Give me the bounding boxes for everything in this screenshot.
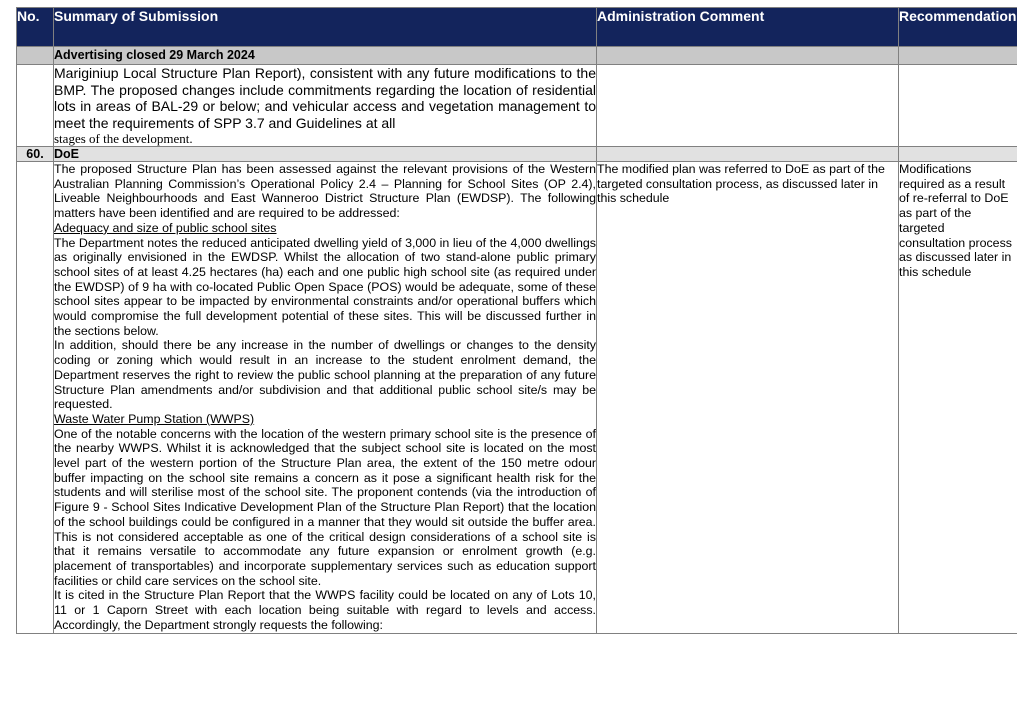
submission-subheading: Waste Water Pump Station (WWPS) [54, 411, 255, 426]
submission-row [17, 162, 1017, 634]
recommendation-line: required as a result [899, 176, 1006, 191]
submission-no-cell [17, 162, 54, 634]
header-admin-comment: Administration Comment [597, 8, 899, 47]
submission-paragraph: In addition, should there be any increase in the number of dwellings or changes to the density coding or zoning which would result in an increase to the student enrolment demand, the Department reserves the right to review the public school planning at the preparation of any future Structure Plan amendments and/or subdivision and that additional public school site/s may be requested. [54, 338, 596, 412]
submission-paragraph: It is cited in the Structure Plan Report that the WWPS facility could be located on any of Lots 10, 11 or 1 Caporn Street with each location being suitable with regard to levels and access. Accordingly, the Department strongly requests the following: [54, 588, 596, 632]
recommendation-line: as part of the [899, 206, 972, 221]
submission-paragraph: One of the notable concerns with the location of the western primary school site is the presence of the nearby WWPS. Whilst it is acknowledged that the subject school site is located on the most level part of the western portion of the Structure Plan area, the extent of the 150 metre odour buffer impacting on the school site remains a concern as it pose a significant health risk for the students and will sterilise most of the school site. The proponent contends (via the introduction of Figure 9 - School Sites Indicative Development Plan of the Structure Plan Report) that the location of the school buildings could be configured in a manner that they would sit outside the buffer area. This is not considered acceptable as one of the critical design considerations of a school site is that it remains versatile to accommodate any future expansion or enrolment growth (e.g. placement of transportables) and incorporate supplementary services such as education support facilities or child care services on the school site. [54, 426, 596, 588]
submissions-table [16, 7, 1017, 634]
recommendation-line: Modifications [899, 162, 972, 176]
band-admin-cell [597, 47, 899, 65]
continuation-last-line: stages of the development. [54, 131, 193, 146]
submission-paragraph: The Department notes the reduced anticipated dwelling yield of 3,000 in lieu of the 4,000 dwellings as originally envisioned in the EWDSP. Whilst the allocation of two stand-alone public primary school sites of at least 4.25 hectares (ha) each and one public high school site (as required under the EWDSP) of 9 ha with co-located Public Open Space (POS) would be adequate, some of these school sites appear to be impacted by environmental constraints and/or operational buffers which would compromise the full development potential of these sites. This will be discussed further in the sections below. [54, 235, 596, 338]
recommendation-line: targeted [899, 220, 945, 235]
admin-comment: The modified plan was referred to DoE as part of the targeted consultation process, as discussed later in this schedule [597, 162, 899, 634]
continuation-no-cell [17, 65, 54, 147]
header-summary: Summary of Submission [54, 8, 597, 47]
table-header-row [17, 8, 1017, 47]
section-admin-cell [597, 147, 899, 162]
continuation-admin-cell [597, 65, 899, 147]
recommendation-line: as discussed later in [899, 250, 1012, 265]
section-row [17, 147, 1017, 162]
recommendation-line: this schedule [899, 264, 972, 279]
band-rec-cell [899, 47, 1017, 65]
section-title: DoE [54, 147, 597, 162]
submission-subheading: Adequacy and size of public school sites [54, 220, 277, 235]
header-recommendation: Recommendation [899, 8, 1017, 47]
advertising-band: Advertising closed 29 March 2024 [54, 47, 597, 65]
recommendation-line: of re-referral to DoE [899, 191, 1009, 206]
band-no-cell [17, 47, 54, 65]
recommendation-line: consultation process [899, 235, 1012, 250]
submission-summary [54, 162, 597, 634]
header-no: No. [17, 8, 54, 47]
continuation-rec-cell [899, 65, 1017, 147]
advertising-band-row [17, 47, 1017, 65]
continuation-row [17, 65, 1017, 147]
recommendation [899, 162, 1017, 634]
continuation-summary [54, 65, 597, 147]
submission-paragraph: The proposed Structure Plan has been assessed against the relevant provisions of the Western Australian Planning Commission’s Operational Policy 2.4 – Planning for School Sites (OP 2.4), Liveable Neighbourhoods and East Wanneroo District Structure Plan (EWDSP). The following matters have been identified and are required to be addressed: [54, 162, 596, 221]
section-rec-cell [899, 147, 1017, 162]
continuation-text: Mariginiup Local Structure Plan Report), consistent with any future modifications to the BMP. The proposed changes include commitments regarding the location of residential lots in areas of BAL-29 or below; and vehicular access and vegetation management to meet the requirements of SPP 3.7 and Guidelines at all [54, 65, 596, 131]
section-number: 60. [17, 147, 54, 162]
